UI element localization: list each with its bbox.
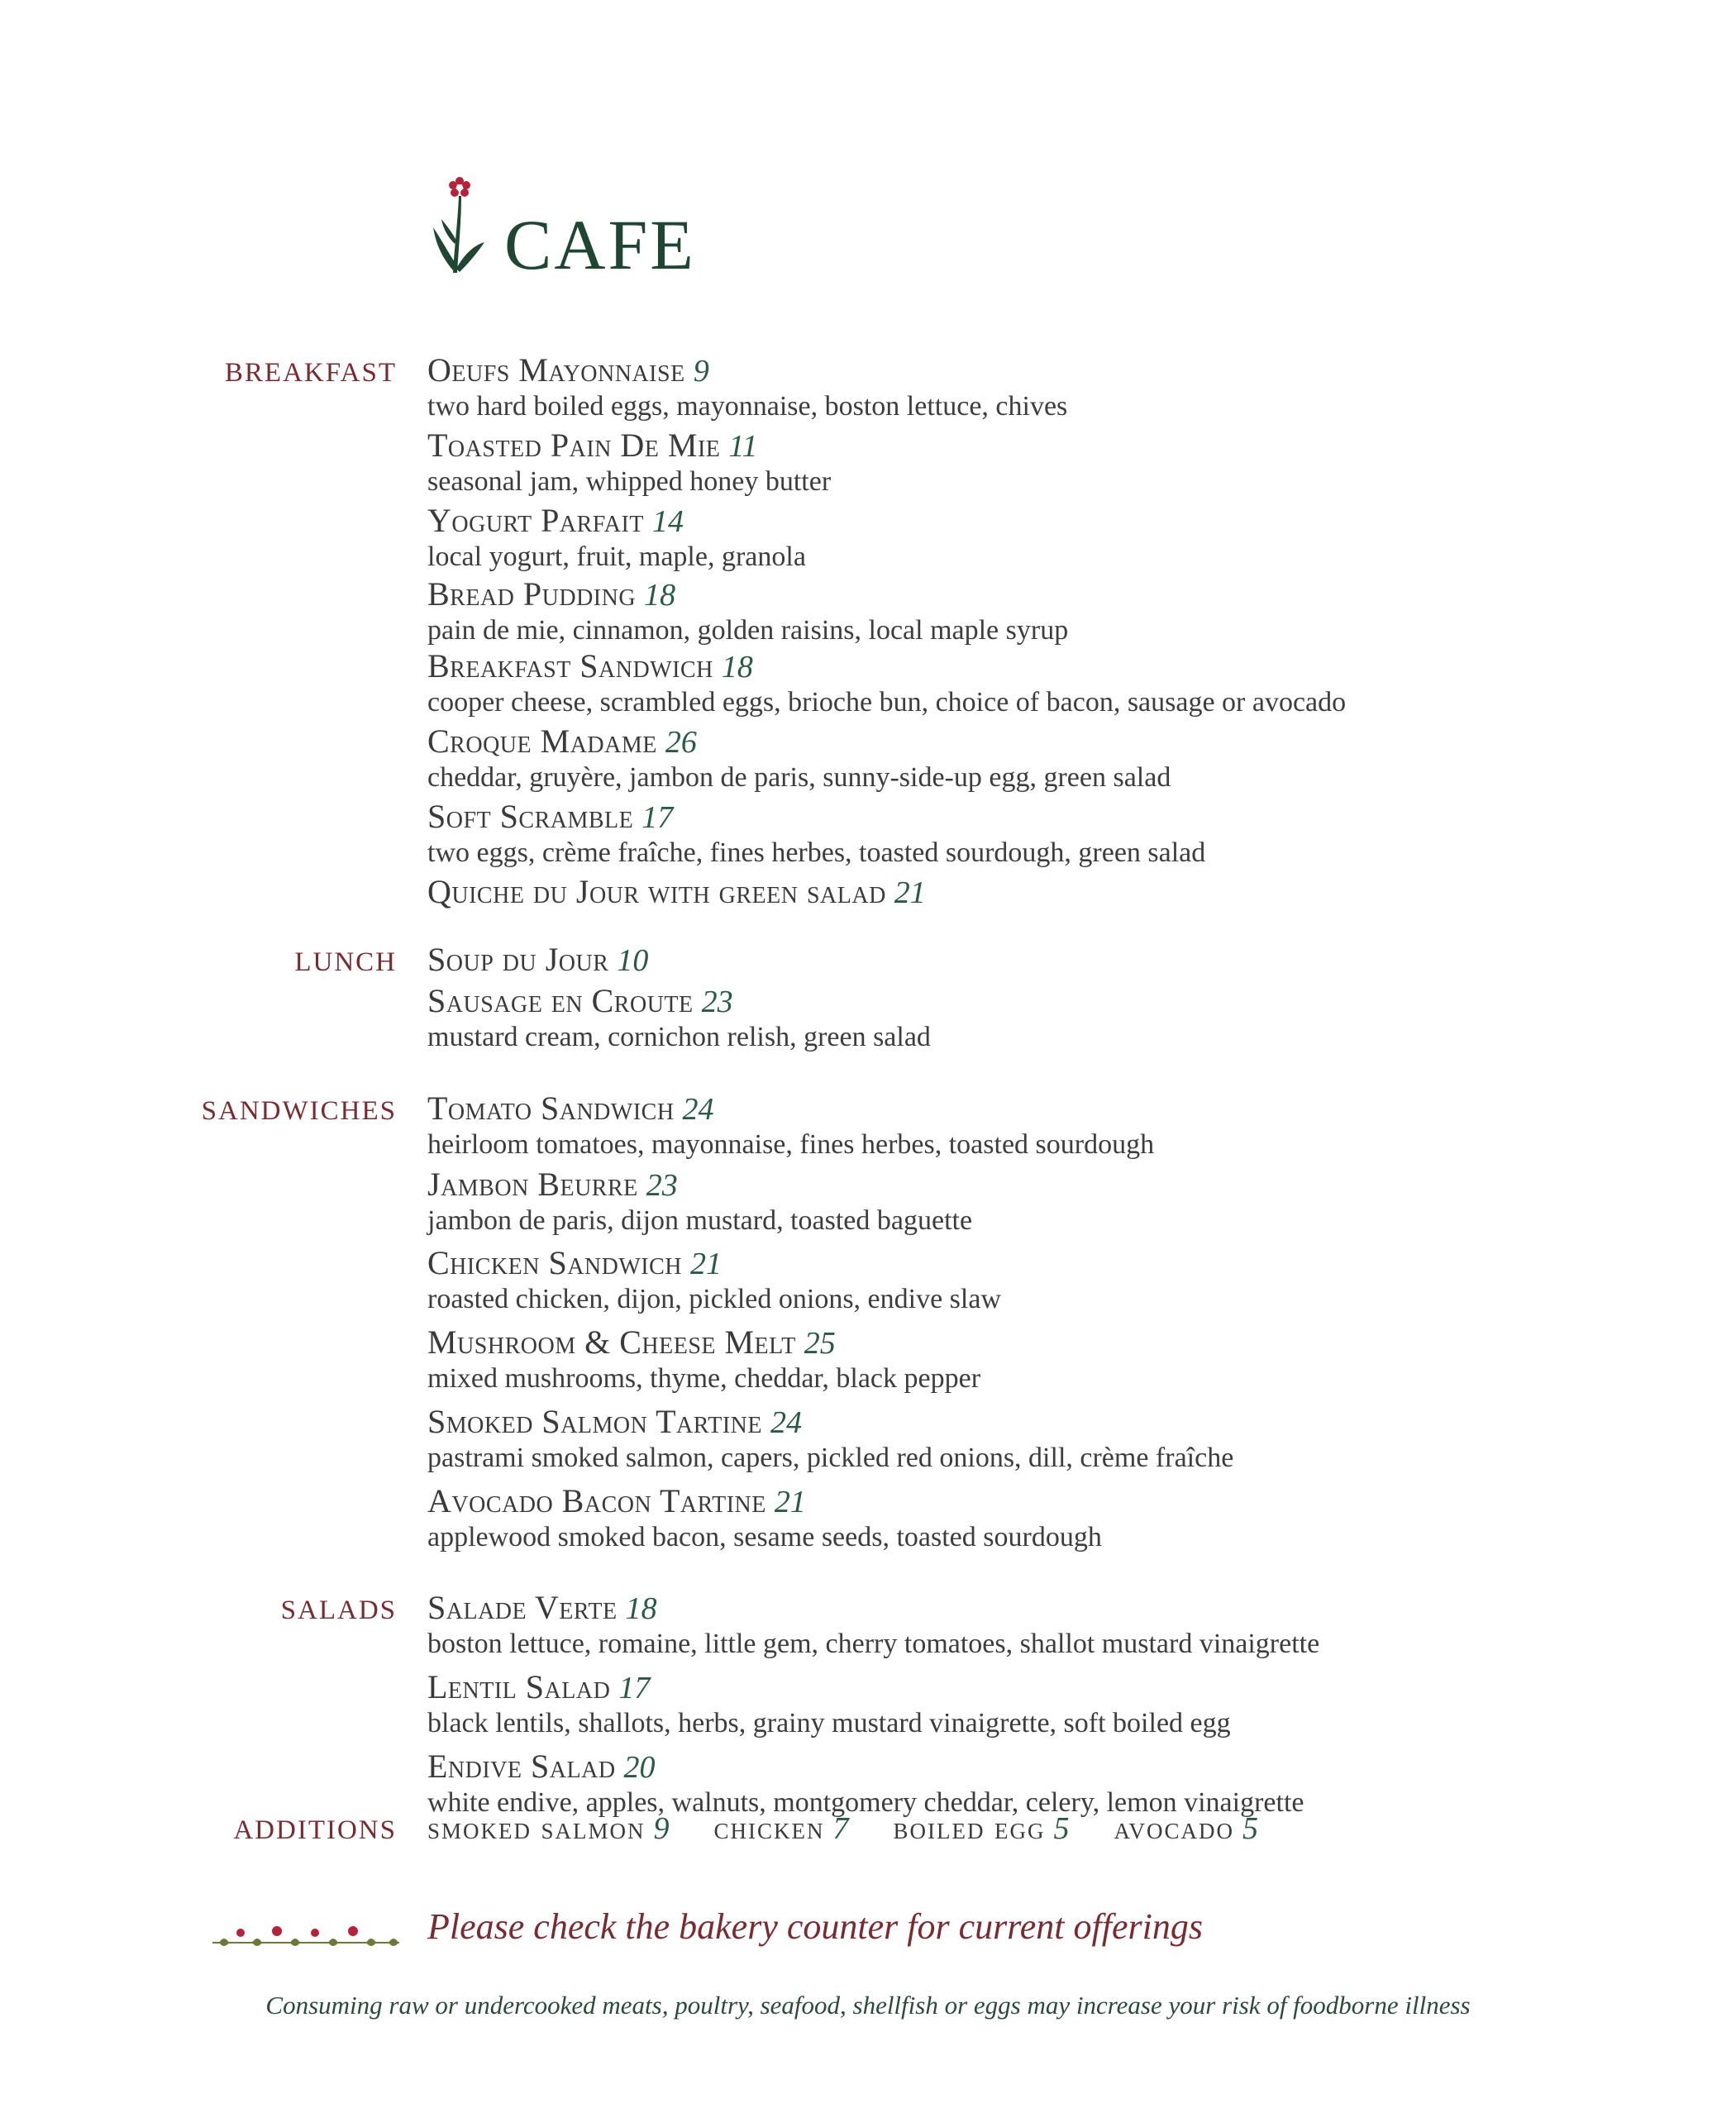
addition-item (427, 1810, 670, 1847)
menu-item (427, 1403, 1233, 1482)
item-description: cheddar, gruyère, jambon de paris, sunny-side-up egg, green salad (427, 762, 1171, 793)
section-label: BREAKFAST (224, 358, 397, 388)
menu-item (427, 982, 931, 1055)
item-price: 11 (728, 429, 758, 464)
addition-item (1114, 1810, 1259, 1847)
item-price: 21 (774, 1485, 806, 1519)
menu-item (427, 351, 1346, 427)
menu-item (427, 575, 1346, 647)
item-name: Soup du Jour (427, 941, 609, 978)
item-description: local yogurt, fruit, maple, granola (427, 541, 806, 572)
item-description: mustard cream, cornichon relish, green salad (427, 1022, 931, 1052)
item-price: 24 (770, 1405, 802, 1440)
menu-item (427, 1589, 1319, 1668)
addition-item (714, 1810, 849, 1847)
menu-item (427, 873, 1346, 911)
addition-price: 5 (1242, 1811, 1259, 1846)
item-name: Quiche du Jour with green salad (427, 873, 886, 910)
item-price: 24 (682, 1092, 714, 1127)
item-price: 21 (690, 1247, 723, 1281)
item-name: Yogurt Parfait (427, 502, 644, 539)
section-label: SALADS (280, 1595, 397, 1625)
item-name: Sausage en Croute (427, 982, 694, 1019)
item-name: Endive Salad (427, 1748, 616, 1785)
item-name: Tomato Sandwich (427, 1090, 675, 1127)
item-price: 17 (618, 1671, 651, 1705)
addition-name: boiled egg (893, 1811, 1046, 1846)
addition-name: avocado (1114, 1811, 1235, 1846)
item-description: jambon de paris, dijon mustard, toasted baguette (427, 1205, 973, 1236)
addition-price: 5 (1053, 1811, 1070, 1846)
item-price: 18 (625, 1591, 657, 1626)
item-price: 17 (641, 800, 674, 835)
item-name: Smoked Salmon Tartine (427, 1403, 762, 1440)
item-name: Oeufs Mayonnaise (427, 351, 685, 389)
item-price: 25 (804, 1326, 836, 1361)
food-safety-warning: Consuming raw or undercooked meats, poultry, seafood, shellfish or eggs may increase your risk of foodborne illness (265, 1991, 1471, 2020)
item-price: 20 (623, 1750, 656, 1785)
item-description: heirloom tomatoes, mayonnaise, fines herbes, toasted sourdough (427, 1129, 1155, 1160)
menu-item (427, 798, 1346, 873)
menu-item (427, 1090, 1233, 1166)
menu-item (427, 941, 931, 982)
item-description: mixed mushrooms, thyme, cheddar, black pepper (427, 1363, 981, 1394)
item-price: 14 (651, 504, 684, 539)
item-description: boston lettuce, romaine, little gem, cherry tomatoes, shallot mustard vinaigrette (427, 1629, 1320, 1659)
page-title: CAFE (504, 205, 696, 284)
item-description: black lentils, shallots, herbs, grainy mustard vinaigrette, soft boiled egg (427, 1708, 1231, 1738)
menu-item (427, 1323, 1233, 1403)
item-description: white endive, apples, walnuts, montgomery cheddar, celery, lemon vinaigrette (427, 1787, 1304, 1818)
addition-item (894, 1810, 1070, 1847)
addition-name: chicken (713, 1811, 825, 1846)
item-name: Breakfast Sandwich (427, 647, 713, 684)
item-name: Salade Verte (427, 1589, 618, 1626)
item-description: two eggs, crème fraîche, fines herbes, toasted sourdough, green salad (427, 837, 1206, 868)
item-price: 23 (646, 1168, 678, 1203)
item-description: applewood smoked bacon, sesame seeds, toasted sourdough (427, 1522, 1102, 1552)
salads-items (427, 1589, 1319, 1820)
flower-sprig-icon (430, 169, 488, 277)
addition-price: 7 (832, 1811, 849, 1846)
item-description: pain de mie, cinnamon, golden raisins, local maple syrup (427, 615, 1069, 646)
item-name: Croque Madame (427, 723, 657, 760)
item-name: Jambon Beurre (427, 1166, 638, 1203)
item-price: 26 (665, 725, 697, 760)
menu-item (427, 1244, 1233, 1323)
lunch-items (427, 941, 931, 1055)
item-description: seasonal jam, whipped honey butter (427, 466, 832, 497)
menu-item (427, 1668, 1319, 1748)
additions-list (427, 1810, 1300, 1847)
item-description: roasted chicken, dijon, pickled onions, endive slaw (427, 1284, 1001, 1314)
item-price: 23 (701, 985, 733, 1019)
item-description: two hard boiled eggs, mayonnaise, boston lettuce, chives (427, 391, 1068, 422)
section-label: ADDITIONS (233, 1815, 397, 1845)
breakfast-items (427, 351, 1346, 911)
item-description: pastrami smoked salmon, capers, pickled red onions, dill, crème fraîche (427, 1443, 1234, 1473)
menu-item (427, 1748, 1319, 1820)
menu-item (427, 647, 1346, 723)
addition-name: smoked salmon (427, 1811, 646, 1846)
item-price: 10 (617, 943, 649, 978)
floral-flourish-icon (211, 1920, 401, 1953)
item-description: cooper cheese, scrambled eggs, brioche bun, choice of bacon, sausage or avocado (427, 687, 1347, 718)
item-name: Mushroom & Cheese Melt (427, 1323, 796, 1361)
menu-item (427, 723, 1346, 798)
item-price: 18 (721, 650, 753, 684)
section-label: SANDWICHES (201, 1096, 397, 1126)
menu-item (427, 427, 1346, 502)
item-price: 18 (644, 578, 676, 613)
menu-item (427, 1482, 1233, 1555)
item-name: Avocado Bacon Tartine (427, 1482, 766, 1519)
item-name: Toasted Pain De Mie (427, 427, 721, 464)
addition-price: 9 (653, 1811, 670, 1846)
item-name: Bread Pudding (427, 575, 637, 613)
item-price: 21 (894, 875, 926, 910)
item-price: 9 (693, 354, 709, 389)
bakery-note: Please check the bakery counter for current offerings (427, 1906, 1203, 1947)
item-name: Lentil Salad (427, 1668, 611, 1705)
menu-item (427, 1166, 1233, 1244)
item-name: Chicken Sandwich (427, 1244, 683, 1281)
section-label: LUNCH (294, 947, 397, 977)
menu-item (427, 502, 1346, 575)
sandwiches-items (427, 1090, 1233, 1555)
item-name: Soft Scramble (427, 798, 634, 835)
